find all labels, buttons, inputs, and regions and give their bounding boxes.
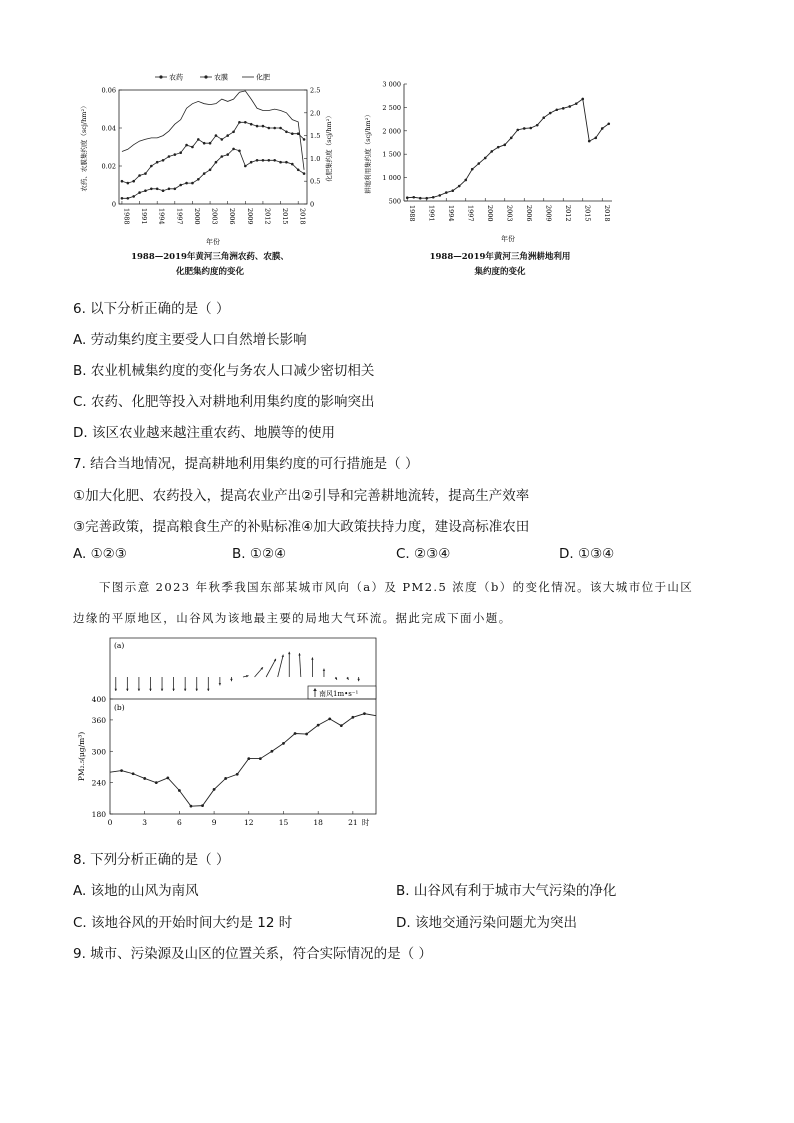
chart1-data-point	[291, 163, 294, 166]
chart1-data-point	[179, 151, 182, 154]
chart2-data-point	[568, 105, 571, 108]
wind-arrow-head	[323, 669, 325, 671]
chart2-series-line	[407, 99, 609, 198]
chart1-data-point	[262, 159, 265, 162]
chart1-data-point	[285, 131, 288, 134]
wind-arrow-head	[207, 689, 209, 691]
chart1-x-tick-label: 1988	[122, 208, 131, 225]
chart2-x-tick-label: 2012	[563, 205, 572, 222]
chart1-data-point	[221, 155, 224, 158]
chart1-data-point	[226, 153, 229, 156]
chart1-data-point	[285, 161, 288, 164]
material-intro-line2: 边缘的平原地区，山谷风为该地最主要的局地大气环流。据此完成下面小题。	[73, 611, 512, 625]
chart3-data-point	[236, 773, 239, 776]
chart1-data-point	[268, 127, 271, 130]
chart1-data-point	[244, 165, 247, 168]
chart1-caption-line2: 化肥集约度的变化	[175, 267, 244, 277]
chart1-data-point	[209, 142, 212, 145]
chart2-data-point	[536, 124, 539, 127]
chart3-data-point	[351, 716, 354, 719]
chart3-data-point	[247, 757, 250, 760]
q8-option-b[interactable]: B. 山谷风有利于城市大气污染的净化	[396, 883, 617, 899]
chart2-x-tick-label: 2000	[485, 205, 494, 222]
chart1-x-tick-label: 1994	[157, 208, 166, 225]
chart3-x-tick-label: 21	[348, 818, 358, 827]
chart1-data-point	[127, 182, 130, 185]
chart2-data-point	[607, 122, 610, 125]
chart1-data-point	[244, 121, 247, 124]
chart3-x-tick-label: 0	[107, 818, 113, 827]
chart1-left-tick-label: 0.04	[101, 124, 116, 133]
chart1-data-point	[273, 159, 276, 162]
chart1-x-tick-label: 2018	[298, 208, 307, 225]
chart3-x-tick-label: 3	[142, 818, 148, 827]
chart3-data-point	[317, 724, 320, 727]
chart1-data-point	[232, 131, 235, 134]
chart1-legend-label: 化肥	[256, 73, 270, 82]
chart-agrochemical-intensity	[70, 66, 340, 252]
chart1-data-point	[262, 125, 265, 128]
chart3-data-point	[120, 769, 123, 772]
chart1-legend-label: 农药	[169, 73, 183, 82]
wind-arrow-head	[298, 653, 300, 655]
chart3-x-unit: 时	[361, 818, 370, 827]
chart3-data-point	[190, 805, 193, 808]
chart3-data-point	[305, 733, 308, 736]
chart1-legend-label: 农膜	[214, 73, 228, 82]
chart2-data-point	[471, 168, 474, 171]
chart1-data-point	[203, 142, 206, 145]
chart3-x-tick-label: 9	[211, 818, 217, 827]
chart3-data-point	[213, 788, 216, 791]
chart2-data-point	[497, 146, 500, 149]
chart1-data-point	[150, 188, 153, 191]
chart1-right-tick-label: 1.0	[310, 154, 321, 163]
chart3-data-point	[178, 789, 181, 792]
wind-arrow	[266, 659, 276, 677]
chart1-x-tick-label: 2012	[263, 208, 272, 225]
chart1-data-point	[215, 134, 218, 137]
chart3-y-tick-label: 240	[91, 778, 106, 788]
chart3-x-tick-label: 12	[244, 818, 254, 827]
chart2-data-point	[406, 196, 409, 199]
wind-arrow-head	[161, 689, 163, 691]
chart2-data-point	[516, 129, 519, 132]
chart1-legend-marker	[159, 75, 162, 78]
chart1-data-point	[156, 161, 159, 164]
chart1-data-point	[238, 150, 241, 153]
chart3-wind-legend-label: 南风1m•s⁻¹	[319, 690, 359, 698]
q6-option-d[interactable]: D. 该区农业越来越注重农药、地膜等的使用	[73, 425, 335, 441]
chart1-left-tick-label: 0.02	[101, 162, 116, 171]
chart1-data-point	[303, 172, 306, 175]
chart2-y-axis-title: 耕地利用集约度（scj/hm²）	[364, 111, 372, 194]
chart1-data-point	[138, 174, 141, 177]
chart3-data-point	[328, 717, 331, 720]
chart2-data-point	[477, 162, 480, 165]
chart2-y-tick-label: 2 500	[382, 103, 401, 112]
chart-farmland-intensity	[356, 66, 626, 252]
chart2-data-point	[588, 140, 591, 143]
chart1-data-point	[174, 188, 177, 191]
chart1-data-point	[291, 132, 294, 135]
chart3-data-point	[132, 772, 135, 775]
chart1-data-point	[132, 195, 135, 198]
chart1-left-axis-title: 农药、农膜集约度（scj/hm²）	[80, 102, 88, 192]
chart3-data-point	[363, 712, 366, 715]
chart1-data-point	[185, 182, 188, 185]
chart1-series-line	[122, 91, 304, 170]
wind-arrow-head	[230, 679, 232, 681]
chart2-data-point	[445, 191, 448, 194]
chart2-data-point	[529, 127, 532, 130]
chart1-data-point	[156, 188, 159, 191]
chart2-data-point	[575, 102, 578, 105]
chart1-data-point	[197, 178, 200, 181]
chart1-right-tick-label: 0	[310, 200, 315, 209]
chart3-data-point	[166, 777, 169, 780]
q8-stem: 8. 下列分析正确的是（ ）	[73, 852, 230, 868]
chart1-data-point	[238, 121, 241, 124]
chart2-data-point	[562, 107, 565, 110]
wind-arrow-head	[311, 657, 313, 659]
q8-option-c[interactable]: C. 该地谷风的开始时间大约是 12 时	[73, 915, 293, 931]
chart2-x-tick-label: 2018	[602, 205, 611, 222]
chart1-data-point	[279, 127, 282, 130]
chart1-x-tick-label: 2003	[210, 208, 219, 225]
chart1-data-point	[179, 184, 182, 187]
chart1-right-tick-label: 2.5	[310, 86, 321, 95]
chart2-data-point	[581, 98, 584, 101]
chart2-x-tick-label: 2003	[505, 205, 514, 222]
chart1-data-point	[221, 138, 224, 141]
chart1-data-point	[226, 134, 229, 137]
q7-option-b[interactable]: B. ①②④	[232, 546, 287, 562]
chart1-data-point	[191, 146, 194, 149]
q8-option-a[interactable]: A. 该地的山风为南风	[73, 883, 199, 899]
chart1-x-tick-label: 1991	[140, 208, 149, 225]
chart1-x-axis-title: 年份	[206, 238, 220, 246]
chart2-data-point	[555, 108, 558, 111]
chart3-y-axis-title: PM₂.₅(μg/m³)	[77, 731, 86, 782]
wind-arrow-head	[357, 679, 359, 681]
chart3-data-point	[294, 732, 297, 735]
chart3-data-point	[259, 757, 262, 760]
chart1-data-point	[132, 180, 135, 183]
wind-arrow-head	[172, 689, 174, 691]
chart2-data-point	[425, 197, 428, 200]
chart1-data-point	[185, 144, 188, 147]
chart2-x-tick-label: 2009	[544, 205, 553, 222]
chart2-data-point	[432, 196, 435, 199]
chart1-right-axis-title: 化肥集约度（scj/hm²）	[325, 112, 333, 182]
chart1-data-point	[256, 125, 259, 128]
material-intro	[73, 572, 723, 634]
chart1-data-point	[273, 127, 276, 130]
chart3-y-tick-label: 300	[91, 747, 106, 757]
chart1-data-point	[121, 180, 124, 183]
chart1-data-point	[174, 153, 177, 156]
chart1-data-point	[168, 155, 171, 158]
chart1-data-point	[303, 138, 306, 141]
chart1-caption-line1: 1988—2019年黄河三角洲农药、农膜、	[131, 252, 289, 262]
wind-arrow-head	[288, 652, 290, 654]
chart3-data-point	[282, 742, 285, 745]
chart1-caption	[90, 250, 330, 280]
chart1-data-point	[127, 197, 130, 200]
chart1-data-point	[250, 161, 253, 164]
chart3-panel-b-label: (b)	[114, 703, 125, 712]
chart1-x-tick-label: 1997	[175, 208, 184, 225]
chart2-x-tick-label: 1991	[427, 205, 436, 222]
chart2-y-tick-label: 1 000	[382, 174, 401, 183]
chart2-data-point	[503, 144, 506, 147]
chart3-data-point	[201, 804, 204, 807]
wind-arrow-head	[126, 689, 128, 691]
chart1-x-tick-label: 2009	[245, 208, 254, 225]
chart1-right-tick-label: 2.0	[310, 109, 321, 118]
chart2-data-point	[549, 112, 552, 115]
chart1-data-point	[215, 161, 218, 164]
wind-arrow-head	[115, 689, 117, 691]
chart1-plot-frame	[119, 90, 307, 204]
chart2-data-point	[464, 179, 467, 182]
chart2-data-point	[510, 137, 513, 140]
q7-statements-1: ①加大化肥、农药投入，提高农业产出②引导和完善耕地流转，提高生产效率	[73, 488, 530, 504]
chart1-data-point	[256, 159, 259, 162]
chart1-data-point	[232, 148, 235, 151]
q7-stem: 7. 结合当地情况，提高耕地利用集约度的可行措施是（ ）	[73, 456, 419, 472]
q7-statements-2: ③完善政策，提高粮食生产的补贴标准④加大政策扶持力度，建设高标准农田	[73, 519, 530, 535]
chart1-left-tick-label: 0.06	[101, 86, 116, 95]
chart3-x-tick-label: 6	[177, 818, 182, 827]
chart1-data-point	[268, 159, 271, 162]
chart3-data-point	[340, 724, 343, 727]
chart1-x-tick-label: 2000	[192, 208, 201, 225]
chart3-y-tick-label: 180	[91, 810, 106, 819]
q6-stem: 6. 以下分析正确的是（ ）	[73, 301, 230, 317]
chart1-x-tick-label: 2015	[281, 208, 290, 225]
chart3-panel-a-label: (a)	[114, 641, 125, 650]
chart2-x-axis-title: 年份	[501, 235, 515, 243]
chart2-y-tick-label: 3 000	[382, 80, 401, 89]
chart3-x-tick-label: 18	[313, 818, 323, 827]
chart1-data-point	[168, 188, 171, 191]
chart3-panel-b-frame	[110, 699, 376, 814]
chart1-left-tick-label: 0	[111, 200, 116, 209]
chart1-data-point	[144, 189, 147, 192]
chart2-data-point	[601, 127, 604, 130]
wind-arrow-head	[149, 689, 151, 691]
wind-arrow	[299, 653, 300, 677]
wind-arrow-head	[138, 689, 140, 691]
chart-wind-pm25	[72, 636, 392, 836]
chart2-caption	[400, 250, 600, 280]
chart2-x-tick-label: 1997	[466, 205, 475, 222]
chart1-series-line	[122, 122, 304, 183]
q8-option-d[interactable]: D. 该地交通污染问题尤为突出	[396, 915, 577, 931]
q7-option-c[interactable]: C. ②③④	[396, 546, 451, 562]
chart3-y-tick-label: 360	[91, 715, 106, 725]
chart1-data-point	[297, 169, 300, 172]
chart1-data-point	[121, 197, 124, 200]
wind-arrow-head	[195, 689, 197, 691]
chart2-caption-line2: 集约度的变化	[474, 267, 526, 277]
chart1-data-point	[138, 191, 141, 194]
chart3-pm25-line	[110, 714, 376, 807]
chart1-data-point	[150, 165, 153, 168]
chart2-data-point	[523, 127, 526, 130]
chart1-data-point	[279, 161, 282, 164]
chart1-data-point	[197, 138, 200, 141]
q6-option-a[interactable]: A. 劳动集约度主要受人口自然增长影响	[73, 332, 307, 348]
chart2-data-point	[490, 150, 493, 153]
q7-option-d[interactable]: D. ①③④	[559, 546, 615, 562]
chart2-caption-line1: 1988—2019年黄河三角洲耕地利用	[429, 252, 571, 262]
chart1-data-point	[191, 182, 194, 185]
chart2-data-point	[419, 197, 422, 200]
chart2-x-tick-label: 2006	[524, 205, 533, 222]
chart3-y-tick-label: 400	[91, 695, 106, 704]
chart2-data-point	[412, 196, 415, 199]
q7-option-a[interactable]: A. ①②③	[73, 546, 127, 562]
chart2-data-point	[458, 185, 461, 188]
chart2-data-point	[594, 137, 597, 140]
chart1-x-tick-label: 2006	[228, 208, 237, 225]
wind-arrow	[278, 655, 284, 677]
chart2-y-tick-label: 1 500	[382, 150, 401, 159]
q9-stem: 9. 城市、污染源及山区的位置关系，符合实际情况的是（ ）	[73, 946, 432, 962]
chart1-right-tick-label: 0.5	[310, 177, 321, 186]
chart2-data-point	[438, 194, 441, 197]
chart3-data-point	[224, 777, 227, 780]
q6-option-c[interactable]: C. 农药、化肥等投入对耕地利用集约度的影响突出	[73, 394, 375, 410]
chart3-x-tick-label: 15	[278, 818, 289, 827]
chart3-data-point	[143, 777, 146, 780]
chart1-data-point	[144, 172, 147, 175]
chart3-data-point	[271, 750, 274, 753]
chart3-data-point	[155, 781, 158, 784]
chart1-data-point	[162, 189, 165, 192]
material-intro-line1: 下图示意 2023 年秋季我国东部某城市风向（a）及 PM2.5 浓度（b）的变化情况。该大城市位于山区	[99, 580, 694, 594]
chart1-data-point	[250, 123, 253, 126]
chart2-data-point	[484, 157, 487, 160]
wind-arrow-head	[219, 683, 221, 685]
q6-option-b[interactable]: B. 农业机械集约度的变化与务农人口减少密切相关	[73, 363, 375, 379]
chart1-data-point	[203, 172, 206, 175]
chart2-data-point	[542, 116, 545, 119]
chart2-data-point	[451, 189, 454, 192]
chart1-series-line	[122, 149, 304, 198]
chart1-data-point	[209, 169, 212, 172]
chart2-x-tick-label: 1994	[446, 205, 455, 222]
chart2-x-tick-label: 1988	[407, 205, 416, 222]
wind-arrow-head	[184, 689, 186, 691]
chart1-data-point	[162, 159, 165, 162]
chart2-y-tick-label: 500	[388, 197, 401, 206]
chart2-y-tick-label: 2 000	[382, 127, 401, 136]
chart1-right-tick-label: 1.5	[310, 132, 321, 141]
chart1-data-point	[297, 132, 300, 135]
chart1-legend-marker	[204, 75, 207, 78]
chart2-x-tick-label: 2015	[583, 205, 592, 222]
